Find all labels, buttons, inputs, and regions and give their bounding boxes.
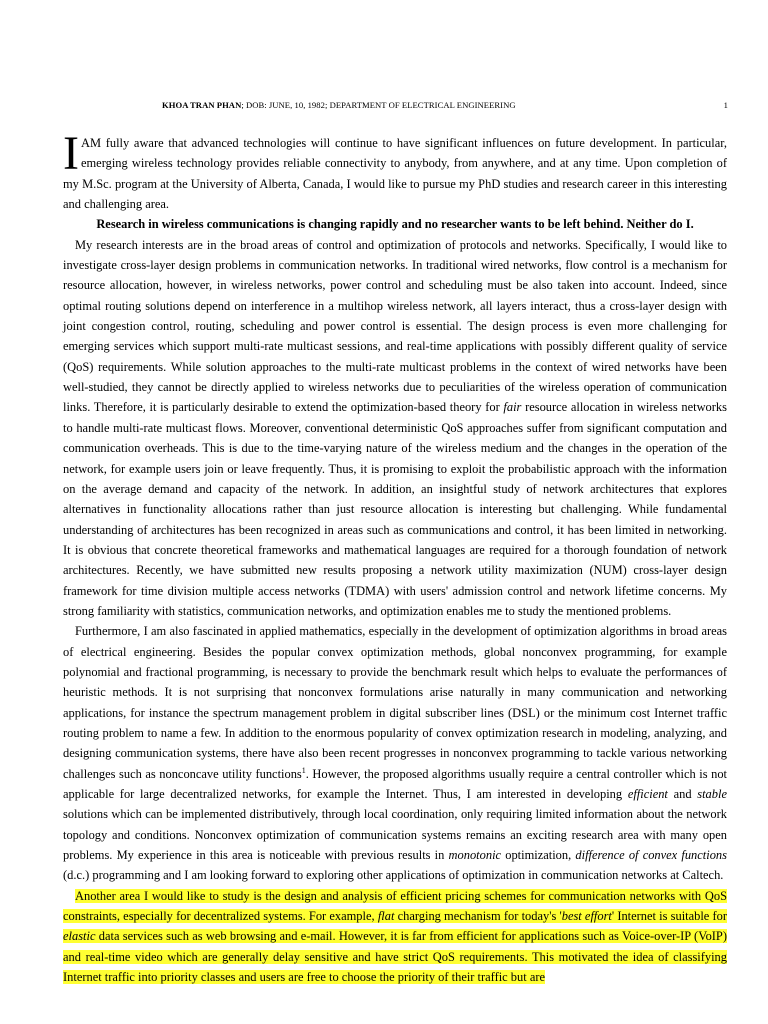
para3-text-b: . However, the proposed algorithms usually require a central controller which is not applicable for large decentralized networks, for example the Internet. Thus, I am interested in developing [63,766,727,801]
para4-emphasis-flat: flat [377,909,395,924]
highlighted-text [63,889,727,984]
para2-text-b: resource allocation in wireless networks to handle multi-rate multicast flows. Moreover, conventional deterministic QoS approaches suffer from significant computation and communication overheads. This is due to the time-varying nature of the wireless medium and the changes in the operation of the network, for example users join or leave frequently. Thus, it is promising to exploit the probabilistic approach with the information on the average demand and capacity of the network. In addition, an insightful study of network architectures that explores alternatives in functionality allocations rather than just resource allocation is interesting but challenging. While fundamental understanding of architectures has been recognized in areas such as communications and control, it has been limited in networking. It is obvious that concrete theoretical frameworks and mathematical languages are required for a thorough foundation of network architectures. Recently, we have submitted new results proposing a network utility maximization (NUM) cross-layer design framework for time division multiple access networks (TDMA) with users' admission control and network lifetime concerns. My strong familiarity with statistics, communication networks, and optimization enables me to study the mentioned problems. [63,400,727,618]
para4-text-b: charging mechanism for today's ' [394,909,562,924]
para2-text-a: My research interests are in the broad areas of control and optimization of protocols and networks. Specifically, I would like to investigate cross-layer design problems in communication networks. In traditional wired networks, flow control is a mechanism for resource allocation, however, in wireless networks, power control and scheduling must be also taken into account. Indeed, since optimal routing solutions depend on interference in a multihop wireless network, all layers interact, thus a cross-layer design with joint congestion control, routing, scheduling and power control is essential. The design process is even more challenging for emerging services which support multi-rate multicast sessions, and real-time applications with possibly different quality of service (QoS) requirements. While solution approaches to the multi-rate multicast problems in the context of wired networks have been well-studied, they cannot be directly applied to wireless networks due to peculiarities of the wireless operation of communication links. Therefore, it is particularly desirable to extend the optimization-based theory for [63,237,727,415]
bold-statement: Research in wireless communications is changing rapidly and no researcher wants to be left behind. Neither do I. [96,217,694,232]
para3-text-d: solutions which can be implemented distributively, through local coordination, only requiring limited information about the network topology and conditions. Nonconvex optimization of communication systems remains an exciting research area with many open problems. My experience in this area is noticeable with previous results in [63,807,727,863]
footnote-marker: 1 [301,765,306,775]
intro-paragraph [63,127,727,214]
intro-text: AM fully aware that advanced technologies will continue to have significant influences on future development. In particular, emerging wireless technology provides reliable connectivity to anybody, from anywhere, and at any time. Upon completion of my M.Sc. program at the University of Alberta, Canada, I would like to pursue my PhD studies and research career in this interesting and challenging area. [63,136,727,212]
para2-emphasis-fair: fair [503,400,522,415]
para4-text-c: ' Internet is suitable for [611,909,728,924]
para4-text-a: Another area I would like to study is the design and analysis of efficient pricing schemes for communication networks with QoS constraints, especially for decentralized systems. For example, [63,888,727,924]
para3-emphasis-dc: difference of convex functions [575,848,727,863]
pricing-paragraph [63,886,727,988]
para3-emphasis-monotonic: monotonic [448,848,502,863]
para4-emphasis-best-effort: best effort [561,909,612,924]
applied-math-paragraph [63,621,727,885]
running-header [162,100,728,110]
para3-text-c: and [667,787,698,801]
para4-text-d: data services such as web browsing and e-mail. However, it is far from efficient for applications such as Voice-over-IP (VoIP) and real-time video which are generally delay sensitive and have strict QoS requirements. This motivated the idea of classifying Internet traffic into priority classes and users are free to choose the priority of their traffic but are [63,929,727,985]
document-body [63,127,728,987]
header-details: ; DOB: JUNE, 10, 1982; DEPARTMENT OF ELECTRICAL ENGINEERING [241,100,516,110]
research-interests-paragraph [63,235,727,622]
para3-text-e: optimization, [501,848,576,863]
para3-emphasis-stable: stable [697,787,727,801]
drop-cap: I [63,127,79,180]
para3-text-f: (d.c.) programming and I am looking forward to exploring other applications of optimization in communication networks at Caltech. [63,868,724,883]
para4-emphasis-elastic: elastic [63,929,96,944]
para3-emphasis-efficient: efficient [627,787,668,801]
author-name: KHOA TRAN PHAN [162,100,242,110]
page-number: 1 [723,100,728,110]
para3-text-a: Furthermore, I am also fascinated in applied mathematics, especially in the development of optimization algorithms in broad areas of electrical engineering. Besides the popular convex optimization methods, global nonconvex programming, for example polynomial and fractional programming, is necessary to provide the benchmark result which helps to evaluate the performances of heuristic methods. It is not surprising that nonconvex formulations arise naturally in many communication and networking applications, for instance the spectrum management problem in digital subscriber lines (DSL) or the minimum cost Internet traffic routing problem to name a few. In addition to the enormous popularity of convex optimization research in modeling, analyzing, and designing communication systems, there have also been recent progresses in nonconvex programming to tackle various networking challenges such as nonconcave utility functions [63,624,727,781]
